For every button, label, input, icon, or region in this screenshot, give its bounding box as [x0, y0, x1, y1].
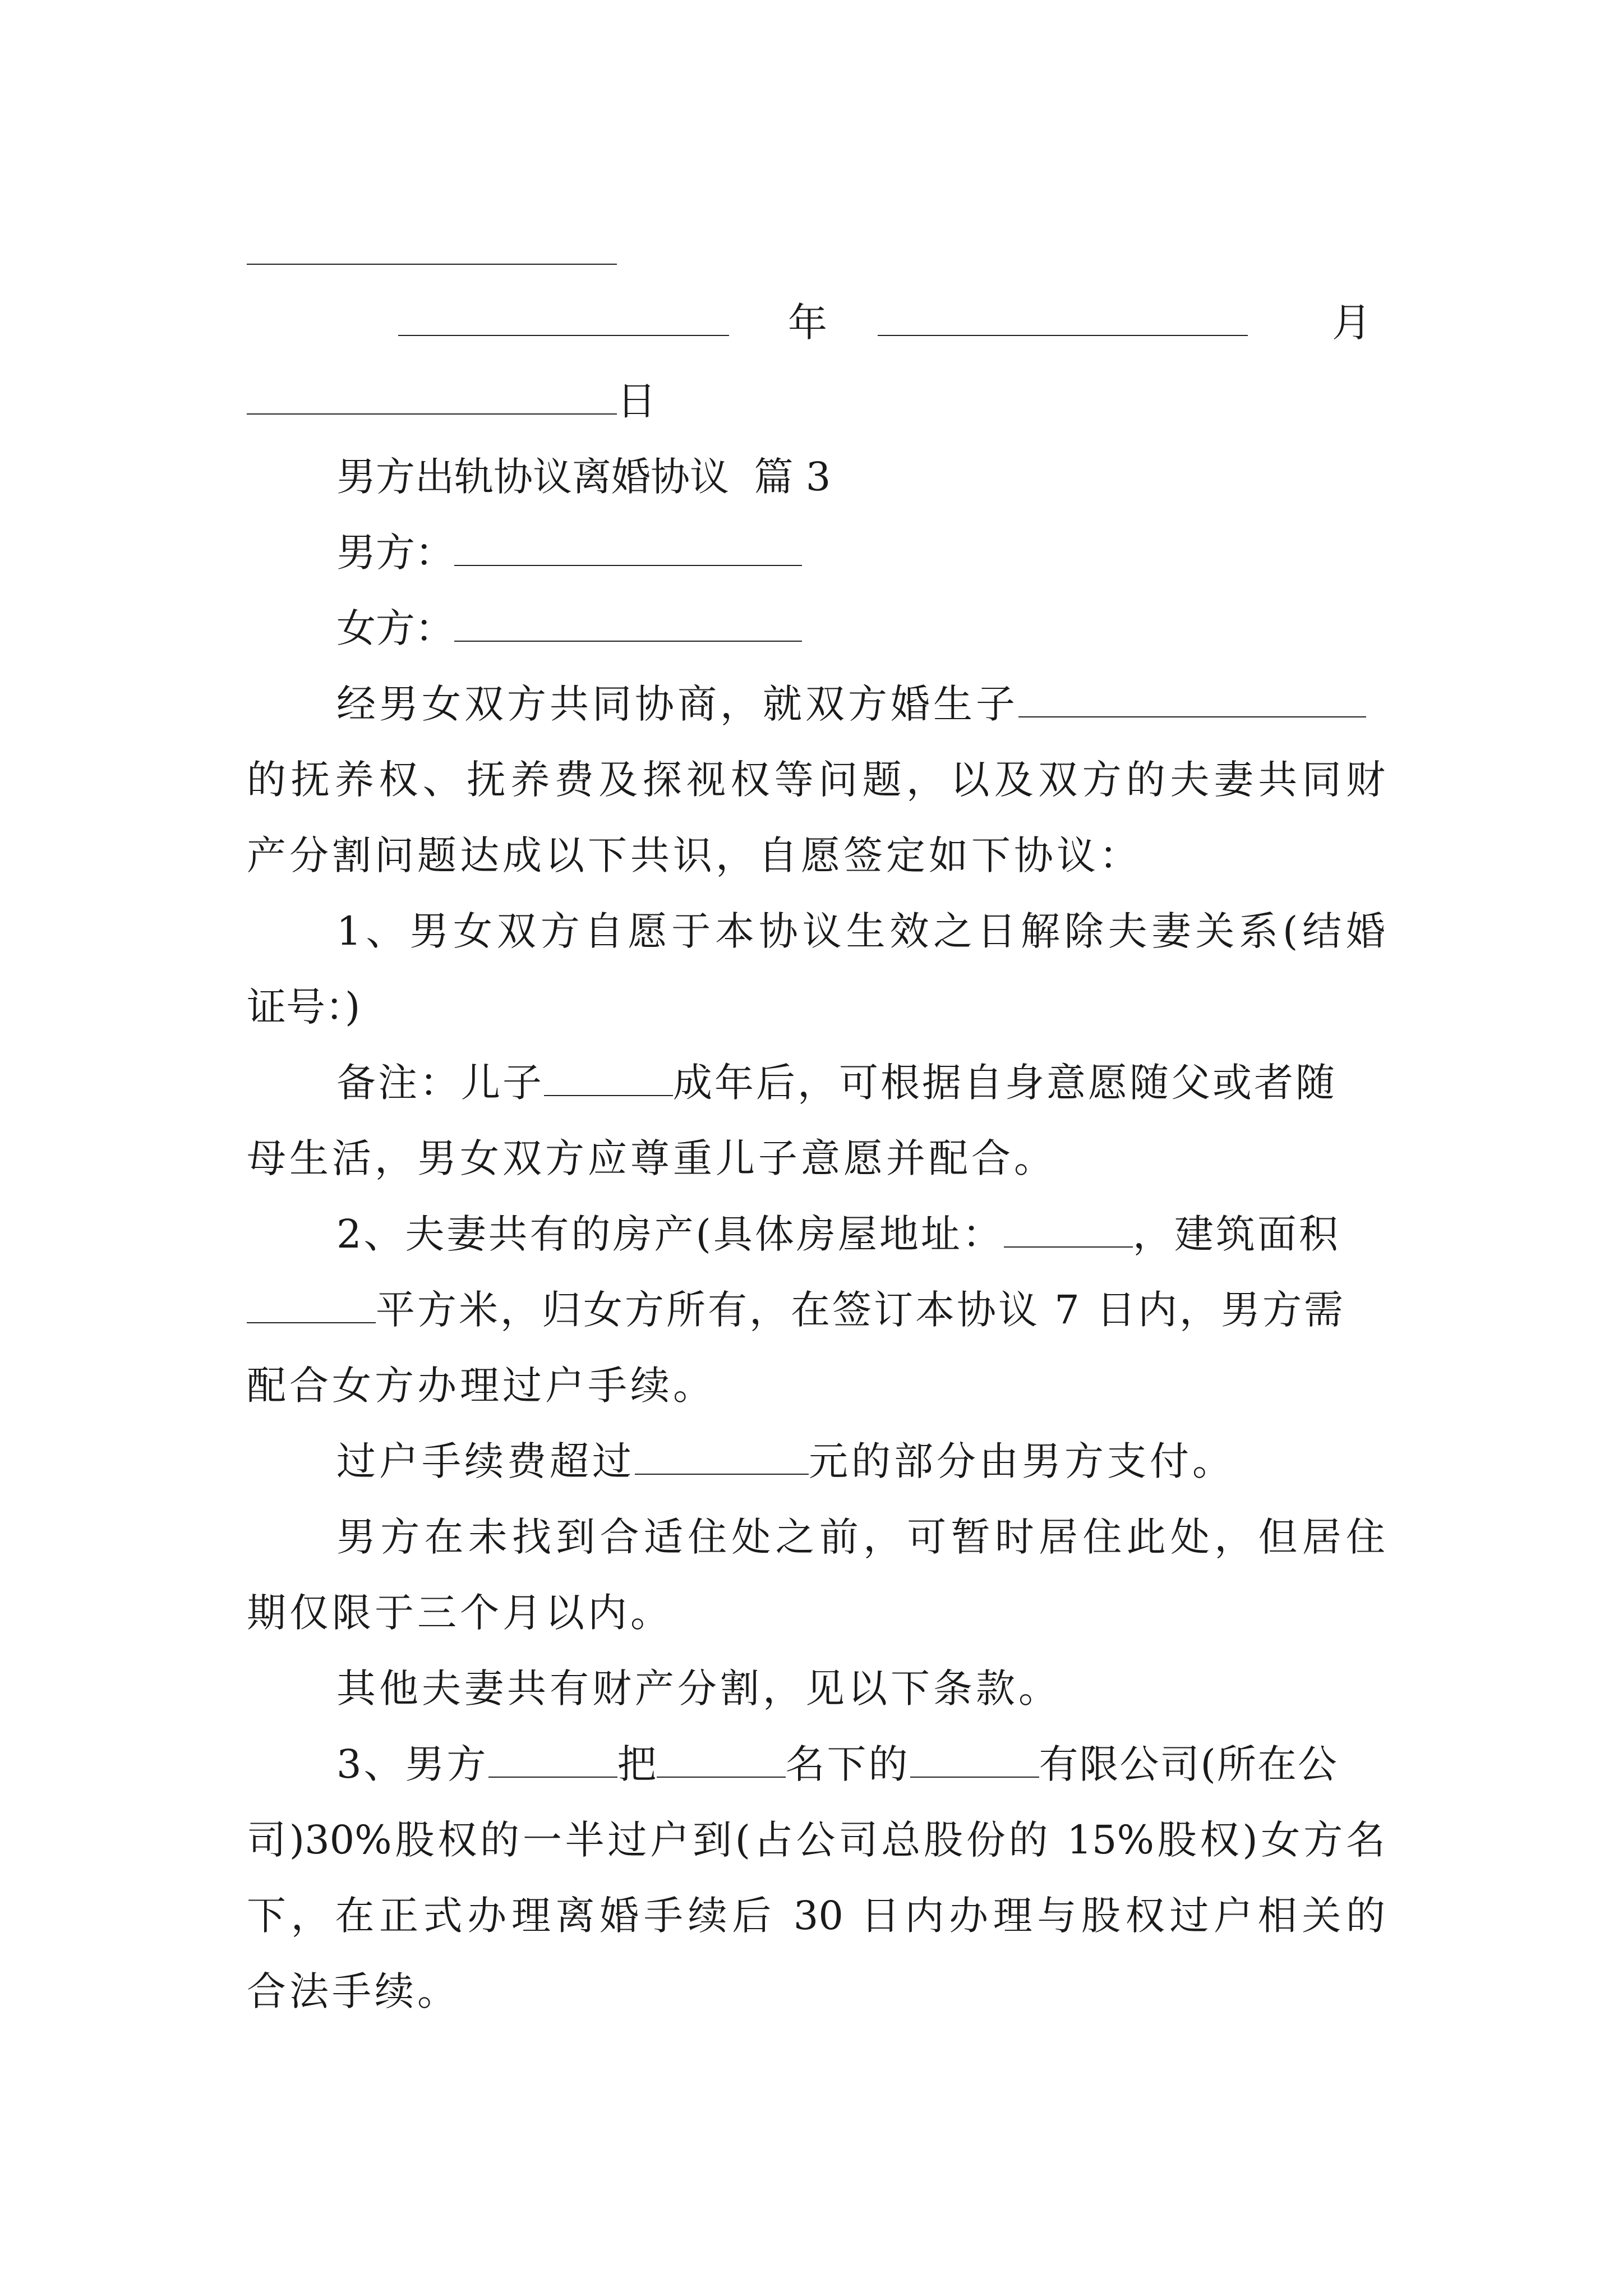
clause2-text-3: 平方米，归女方所有，在签订本协议 7 日内，男方需 — [376, 1287, 1346, 1333]
day-blank — [247, 379, 617, 415]
house-address-blank — [1004, 1212, 1133, 1248]
clause3-text-2: 把 — [617, 1741, 657, 1787]
clause3-line-2: 司)30%股权的一半过户到(占公司总股份的 15%股权)女方名 — [247, 1817, 1385, 1863]
clause1-line-1: 1、男女双方自愿于本协议生效之日解除夫妻关系(结婚 — [336, 908, 1385, 954]
transfer-fee-text-1: 过户手续费超过 — [336, 1438, 635, 1484]
transfer-fee-text-2: 元的部分由男方支付。 — [809, 1438, 1235, 1484]
clause2-line-3: 配合女方办理过户手续。 — [247, 1363, 716, 1409]
fee-amount-blank — [635, 1439, 809, 1475]
husband-name-blank — [454, 530, 802, 566]
wife-line — [336, 603, 1385, 654]
note-text-2: 成年后，可根据自身意愿随父或者随 — [673, 1060, 1337, 1106]
clause2-text-1: 2、夫妻共有的房产(具体房屋地址： — [336, 1211, 1004, 1257]
year-blank — [398, 300, 729, 336]
clause2-text-2: ，建筑面积 — [1132, 1211, 1340, 1257]
clause2-line-2 — [247, 1285, 1385, 1335]
clause3-text-3: 名下的 — [785, 1741, 910, 1787]
other-property-line: 其他夫妻共有财产分割，见以下条款。 — [336, 1665, 1061, 1711]
intro-line-2: 的抚养权、抚养费及探视权等问题，以及双方的夫妻共同财 — [247, 757, 1385, 803]
company-name-blank — [910, 1742, 1039, 1778]
husband-label: 男方： — [336, 530, 454, 576]
intro-line-3: 产分割问题达成以下共识，自愿签定如下协议： — [247, 832, 1142, 878]
note-line-2: 母生活，男女双方应尊重儿子意愿并配合。 — [247, 1135, 1057, 1181]
intro-text-1: 经男女双方共同协商，就双方婚生子 — [336, 681, 1018, 727]
residence-line-1: 男方在未找到合适住处之前，可暂时居住此处，但居住 — [336, 1514, 1385, 1560]
clause3-text-4: 有限公司(所在公 — [1039, 1741, 1338, 1787]
month-blank — [878, 300, 1248, 336]
clause2-line-1 — [336, 1209, 1385, 1259]
intro-line-1 — [336, 679, 1385, 729]
year-label: 年 — [788, 300, 827, 346]
husband-line — [336, 527, 1385, 578]
month-label: 月 — [1332, 300, 1371, 346]
note-line-1 — [336, 1057, 1385, 1108]
day-line — [247, 376, 1385, 426]
date-line — [247, 297, 1385, 348]
child-name-blank — [1018, 682, 1366, 717]
document-title: 男方出轨协议离婚协议 篇 3 — [336, 454, 831, 500]
clause3-line-4: 合法手续。 — [247, 1968, 460, 2014]
signature-blank-line — [247, 264, 617, 265]
transfer-fee-line — [336, 1436, 1385, 1487]
clause3-line-1 — [336, 1739, 1385, 1789]
husband-blank — [488, 1742, 617, 1778]
wife-label: 女方： — [336, 605, 454, 651]
holder-blank — [657, 1742, 786, 1778]
note-text-1: 备注：儿子 — [336, 1060, 544, 1106]
clause3-line-3: 下，在正式办理离婚手续后 30 日内办理与股权过户相关的 — [247, 1893, 1385, 1939]
son-name-blank — [544, 1060, 673, 1096]
area-blank — [247, 1287, 376, 1323]
day-label: 日 — [617, 378, 656, 424]
wife-name-blank — [454, 606, 802, 642]
residence-line-2: 期仅限于三个月以内。 — [247, 1590, 673, 1636]
clause3-text-1: 3、男方 — [336, 1741, 488, 1787]
clause1-line-2: 证号：) — [247, 984, 361, 1030]
